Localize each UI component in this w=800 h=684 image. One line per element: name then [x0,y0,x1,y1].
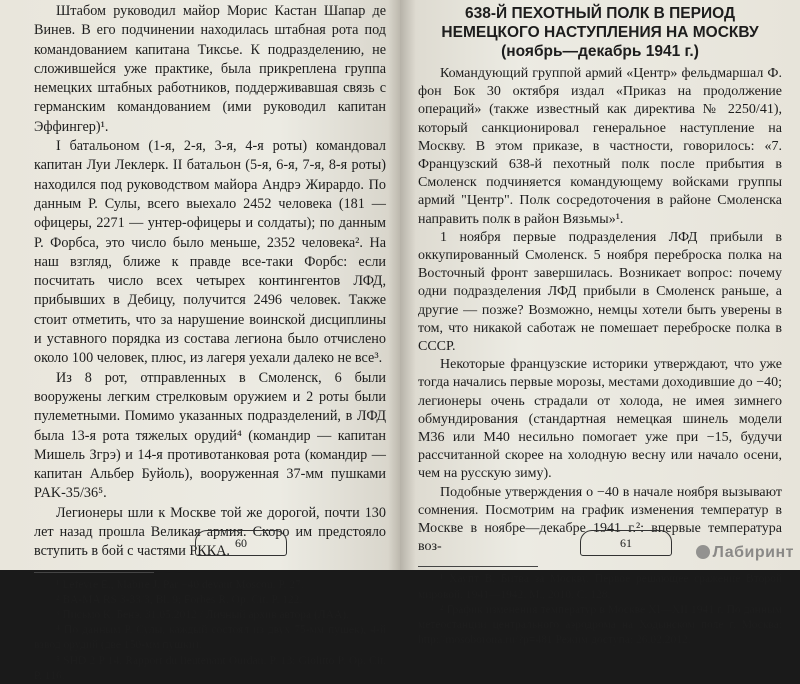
left-footnote-1: ¹ Lefevre E., Mabire J. Par −40 devant Moscou. P. 27. [56,578,304,591]
footnote-divider [34,572,154,573]
left-footnotes [34,578,386,684]
left-paragraph-2: I батальоном (1-я, 2-я, 3-я, 4-я роты) командовал капитан Луи Леклерк. II батальон (5-я, 6-я, 7-я, 8-я роты) находился под руководством майора Андрэ Жирардо. По данным Р. Сулы, всего выехало 2452 человека (181 — офицеры, 2271 — унтер-офицеры и солдаты); по данным Р. Форбса, это число было меньше, 2352 человека². На наш взгляд, ближе к правде все-таки Форбс: если посчитать число всех четырех контингентов ЛФД, прибывших в Дебицу, получится 2496 человек. Также стоит отметить, что за нарушение воинской дисциплины и уставного порядка из состава легиона было отчислено около 100 человек, плюс, из лагеря уехали далеко не все³. [34,138,386,367]
right-footnote-1: ¹ Хаупт В. Битва за Москву. Первое решающее сражение Второй мировой. 1941—1942. М., 2010. С. 128. [418,573,782,601]
chapter-heading [418,4,782,61]
left-footnote-3: ³ Письмо К. Бенэ. 31.05.2012 / Личный архив автора (ЛАА). [56,609,349,622]
heading-line-2: НЕМЕЦКОГО НАСТУПЛЕНИЯ НА МОСКВУ [441,24,759,41]
right-footnote-2: ² График изменения температур в Москве XI—XII 1941 г. По данным метеостанции центрального аэродрома на Ходынском поле г. Москва: http://mosoborona.ru/?p=481 Режим доступа: 26.02.2012. [418,603,782,647]
footnote-divider [418,566,538,567]
right-page [400,0,800,647]
heading-line-1: 638-Й ПЕХОТНЫЙ ПОЛК В ПЕРИОД [464,5,736,22]
heading-line-3: (ноябрь—декабрь 1941 г.) [501,43,699,60]
right-paragraph-1: Командующий группой армий «Центр» фельдмаршал Ф. фон Бок 30 октября издал «Приказ на продолжение операций» (также известный как директива № 2250/41), который санкционировал генеральное наступление на Москву. В этом приказе, в частности, говорилось: «7. Французский 638-й пехотный полк после прибытия в Смоленск подчиняется командующему войсками группы армий "Центр". Полк сосредоточения в районе Смоленска направить полк в район Вязьмы»¹. [418,66,782,227]
right-paragraph-4: Подобные утверждения о −40 в начале ноября вызывают сомнения. Посмотрим на график изменения температур в Москве в ноябре—декабре 1941 г.²: впервые температура воз- [418,484,782,555]
right-paragraph-3: Некоторые французские историки утверждают, что уже тогда начались первые морозы, местами доходившие до −40; легионеры очень страдали от холода, не имея зимнего обмундирования (стандартная немецкая шинель модели М36 или М40 несильно помогает уже при −15, будучи рассчитанной скорее на холодную весну или начало осени, чем на русскую зиму). [418,357,782,482]
right-footnotes [418,572,782,648]
left-text-column [34,2,386,684]
right-page-number: 61 [580,530,672,556]
labirint-logo-icon [696,545,710,559]
labirint-logo-text: Лабиринт [712,544,794,561]
left-footnote-5: ⁵ SHD 2 P 14. Rapport du lieutenant Ourdan. P. 13; Giolitto P. Op. Cit. P. 116. [34,654,386,682]
left-paragraph-4: Легионеры шли к Москве той же дорогой, почти 130 лет назад прошла Великая армия. Скоро им предстояло вступить в бой с частями РККА. [34,504,386,560]
left-page-number: 60 [195,530,287,556]
left-footnote-4: ⁴ По данным Р. Сулы, каждый состоял из двух 75-мм пушек), 4-й взвод орудий (две 150-мм пушки). [34,624,386,652]
left-page [0,0,400,682]
left-footnote-2: ² BA-MA RS 3-33/3, Bl. 9; Forbes R. Op. Cit. P. 122. [56,593,303,606]
labirint-watermark-logo [696,544,794,562]
right-paragraph-2: 1 ноября первые подразделения ЛФД прибыли в оккупированный Смоленск. 5 ноября переброска полка на Восточный фронт завершилась. Возникает вопрос: почему одни подразделения ЛФД прибыли в Смоленск раньше, а другие — позже? Возможно, немцы хотели быть уверены в том, что никакой саботаж не помешает переброске полка в СССР. [418,229,782,355]
left-paragraph-1: Штабом руководил майор Морис Кастан Шапар де Винев. В его подчинении находилась штабная рота под командованием капитана Тиксье. К подразделению, не сложившейся уже практике, была прикреплена группа немецких штабных работников, поддерживавшая связь с германским командованием (ими руководил капитан Эффингер)¹. [34,3,386,135]
left-paragraph-3: Из 8 рот, отправленных в Смоленск, 6 были вооружены легким стрелковым оружием и 2 роты были пулеметными. Помимо указанных подразделений, в ЛФД была 13-я рота тяжелых орудий⁴ (командир — капитан Мишель Згрэ) и 14-я противотанковая рота (командир — капитан Альбер Буйоль), вооруженная 37-мм пушками PAK-35/36⁵. [34,369,386,502]
